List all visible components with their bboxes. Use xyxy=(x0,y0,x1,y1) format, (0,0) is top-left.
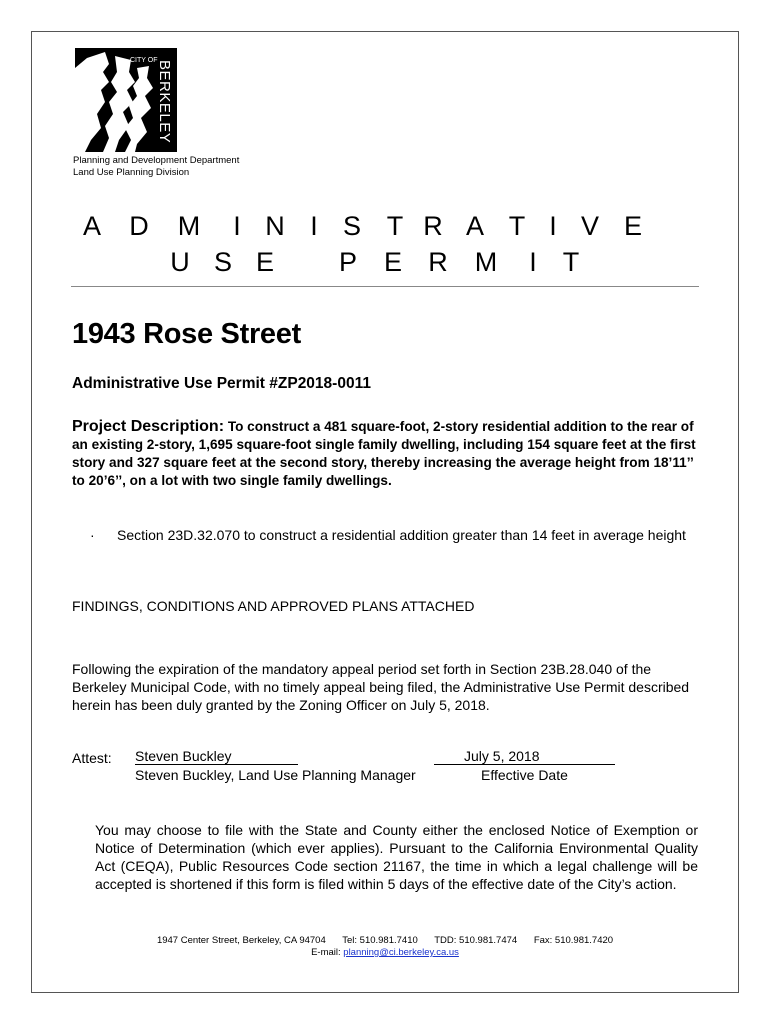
bullet-marker: · xyxy=(90,527,95,543)
heading-letter: I xyxy=(549,211,557,241)
footer-address: 1947 Center Street, Berkeley, CA 94704 xyxy=(156,935,326,946)
attest-signer-line xyxy=(135,749,298,765)
heading-letter: E xyxy=(255,247,274,277)
effective-date-line xyxy=(434,749,615,765)
logo-city-of-text: CITY OF xyxy=(130,57,158,64)
attest-signer-block xyxy=(135,749,416,784)
code-section-text: Section 23D.32.070 to construct a residential addition greater than 14 feet in average height xyxy=(117,527,686,543)
footer-contact xyxy=(0,935,770,959)
heading-letter: R xyxy=(428,247,448,277)
footer-fax: Fax: 510.981.7420 xyxy=(533,935,614,946)
attest-signer: Steven Buckley xyxy=(135,748,232,764)
heading-letter: E xyxy=(623,211,642,241)
logo-berkeley-text: BERKELEY xyxy=(156,60,173,144)
division-name: Land Use Planning Division xyxy=(73,167,190,178)
footer-email-label: E-mail: xyxy=(311,947,341,958)
heading-letter: T xyxy=(386,211,404,241)
footer-tel: Tel: 510.981.7410 xyxy=(342,935,418,946)
heading-letter: I xyxy=(529,247,537,277)
city-of-berkeley-logo xyxy=(75,48,177,152)
project-description-label: Project Description: xyxy=(72,418,225,435)
heading-letter: A xyxy=(82,211,101,241)
approval-paragraph: Following the expiration of the mandatory appeal period set forth in Section 23B.28.040 of the Berkeley Municipal Code, with no timely appeal being filed, the Administrative Use Permit described herein has been duly granted by the Zoning Officer on July 5, 2018. xyxy=(72,661,690,713)
heading-letter: A xyxy=(465,211,484,241)
project-address: 1943 Rose Street xyxy=(72,318,301,350)
project-description-text: To construct a 481 square-foot, 2-story residential addition to the rear of an existing 2-story, 1,695 square-foot single family dwelling, including 154 square feet at the first story and 327 square feet at the second story, thereby increasing the average height from 18’11’’ to 20’6’’, on a lot with two single family dwellings. xyxy=(72,419,696,488)
heading-letter: U xyxy=(170,247,190,277)
effective-date-value: July 5, 2018 xyxy=(464,748,540,764)
attest-label: Attest: xyxy=(72,750,112,766)
heading-letter: M xyxy=(177,211,201,241)
attest-signer-title: Steven Buckley, Land Use Planning Manager xyxy=(135,767,416,783)
heading-letter: T xyxy=(508,211,526,241)
heading-letter: E xyxy=(383,247,402,277)
heading-divider xyxy=(71,286,699,287)
footer-email-link[interactable]: planning@ci.berkeley.ca.us xyxy=(343,947,459,958)
department-block xyxy=(73,155,239,179)
heading-letter: V xyxy=(580,211,599,241)
heading-letter: I xyxy=(233,211,241,241)
heading-letter: P xyxy=(338,247,357,277)
department-name: Planning and Development Department xyxy=(73,155,240,166)
heading-letter: D xyxy=(129,211,149,241)
effective-date-block xyxy=(434,749,615,784)
permit-number: Administrative Use Permit #ZP2018-0011 xyxy=(72,375,371,392)
footer-tdd: TDD: 510.981.7474 xyxy=(434,935,518,946)
project-description xyxy=(72,418,698,490)
heading-letter: I xyxy=(310,211,318,241)
heading-letter: N xyxy=(265,211,285,241)
heading-letter: R xyxy=(423,211,443,241)
heading-letter: S xyxy=(213,247,232,277)
effective-date-label: Effective Date xyxy=(481,767,568,783)
findings-statement: FINDINGS, CONDITIONS AND APPROVED PLANS ATTACHED xyxy=(72,598,475,614)
heading-letter: T xyxy=(562,247,580,277)
heading-letter: M xyxy=(474,247,498,277)
ceqa-notice: You may choose to file with the State and County either the enclosed Notice of Exemption or Notice of Determination (which ever applies). Pursuant to the California Environmental Quality Act (CEQA), Public Resources Code section 21167, the time in which a legal challenge will be accepted is shortened if this form is filed within 5 days of the effective date of the City’s action. xyxy=(95,822,698,892)
heading-letter: S xyxy=(342,211,361,241)
